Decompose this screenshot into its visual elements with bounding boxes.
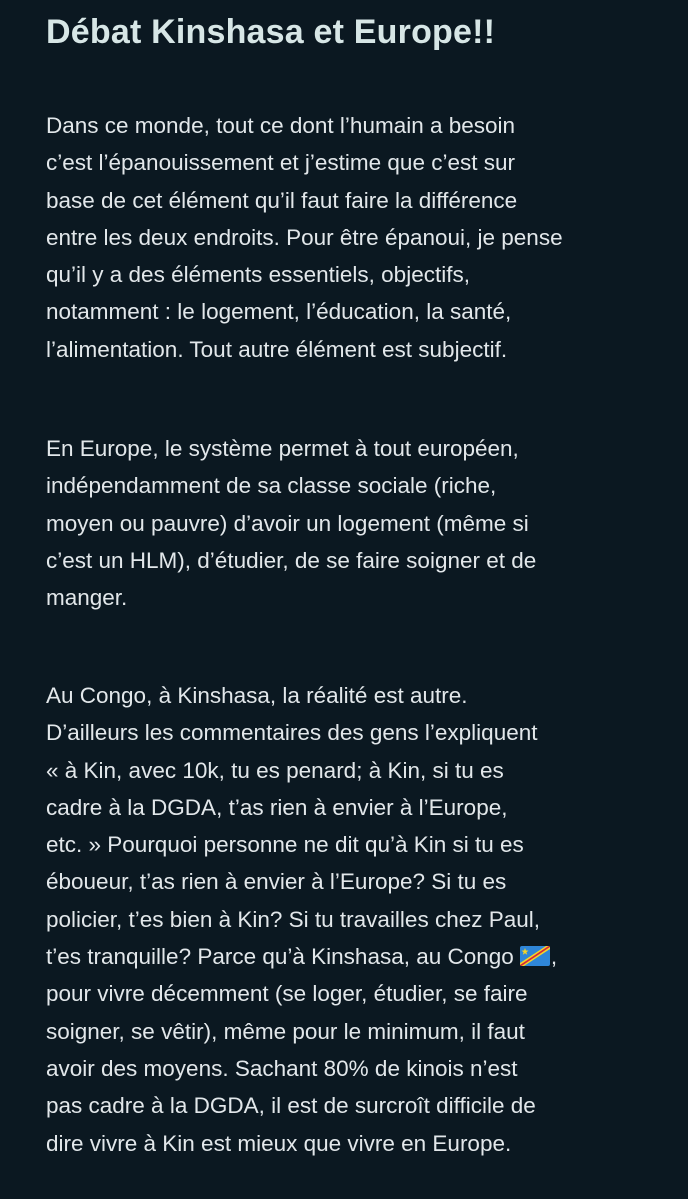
paragraph-1-line: notamment : le logement, l’éducation, la santé,: [46, 299, 512, 325]
dr-congo-flag-icon: [520, 940, 550, 960]
paragraph-1-line: base de cet élément qu’il faut faire la différence: [46, 187, 518, 213]
paragraph-3-line: pas cadre à la DGDA, il est de surcroît difficile de: [46, 1093, 536, 1119]
paragraph-3-line: cadre à la DGDA, t’as rien à envier à l’Europe,: [46, 794, 508, 820]
paragraph-2: [46, 430, 656, 616]
paragraph-2-line: moyen ou pauvre) d’avoir un logement (même si: [46, 510, 529, 536]
paragraph-3-flag-line: [46, 938, 656, 975]
flag-line-text-before: t’es tranquille? Parce qu’à Kinshasa, au Congo: [46, 944, 514, 970]
paragraph-3-line: etc. » Pourquoi personne ne dit qu’à Kin si tu es: [46, 832, 524, 858]
paragraph-3-line: dire vivre à Kin est mieux que vivre en Europe.: [46, 1130, 512, 1156]
paragraph-1-line: Dans ce monde, tout ce dont l’humain a besoin: [46, 113, 516, 138]
paragraph-1: [46, 107, 656, 368]
paragraph-2-line: indépendamment de sa classe sociale (riche,: [46, 473, 497, 499]
paragraph-3-line: éboueur, t’as rien à envier à l’Europe? Si tu es: [46, 869, 507, 895]
paragraph-3-line: avoir des moyens. Sachant 80% de kinois n’est: [46, 1055, 518, 1081]
article-title: Débat Kinshasa et Europe!!: [46, 13, 496, 51]
paragraph-3: [46, 677, 656, 1162]
paragraph-1-line: l’alimentation. Tout autre élément est subjectif.: [46, 336, 508, 362]
paragraph-3-line: D’ailleurs les commentaires des gens l’expliquent: [46, 720, 538, 746]
flag-line-text-after: ,: [550, 944, 558, 970]
paragraph-1-line: c’est l’épanouissement et j’estime que c’est sur: [46, 150, 515, 176]
paragraph-2-line: c’est un HLM), d’étudier, de se faire soigner et de: [46, 547, 537, 573]
paragraph-3-line: « à Kin, avec 10k, tu es penard; à Kin, si tu es: [46, 757, 504, 783]
paragraph-2-line: En Europe, le système permet à tout européen,: [46, 436, 519, 461]
paragraph-1-line: qu’il y a des éléments essentiels, objectifs,: [46, 262, 470, 288]
paragraph-3-line: policier, t’es bien à Kin? Si tu travailles chez Paul,: [46, 906, 541, 932]
paragraph-3-line: soigner, se vêtir), même pour le minimum, il faut: [46, 1018, 525, 1044]
paragraph-3-line: pour vivre décemment (se loger, étudier, se faire: [46, 981, 528, 1007]
paragraph-2-line: manger.: [46, 585, 128, 611]
paragraph-1-line: entre les deux endroits. Pour être épanoui, je pense: [46, 224, 563, 250]
paragraph-3-line: Au Congo, à Kinshasa, la réalité est autre.: [46, 683, 468, 708]
